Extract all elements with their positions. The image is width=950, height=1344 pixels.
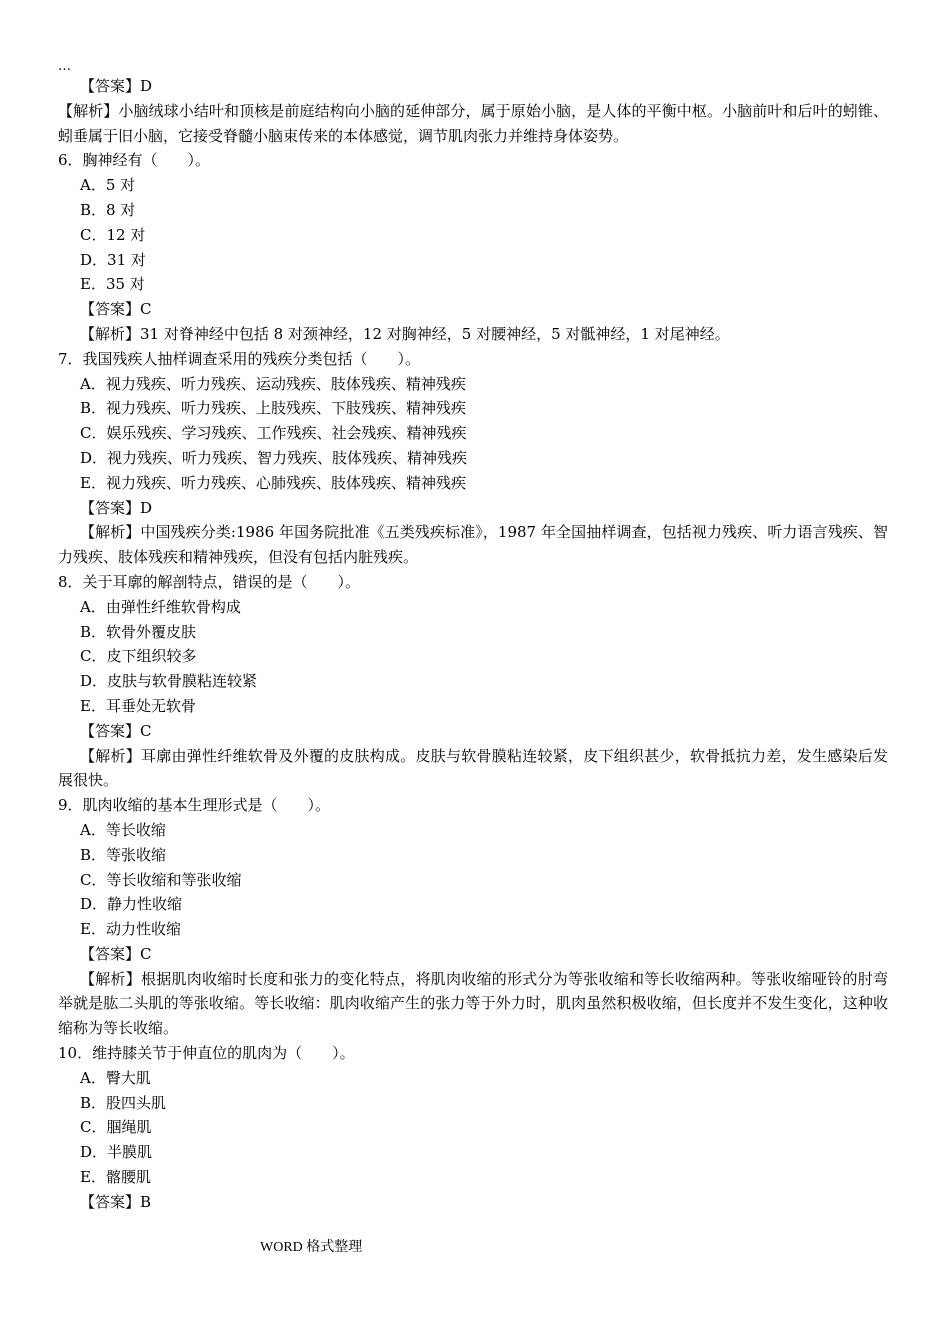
q10-option-b: B．股四头肌: [80, 1093, 167, 1112]
q9-explanation: 【解析】根据肌肉收缩时长度和张力的变化特点，将肌肉收缩的形式分为等张收缩和等长收缩两种。等张收缩哑铃的肘弯举就是肱二头肌的等张收缩。等长收缩：肌肉收缩产生的张力等于外力时，肌肉虽然积极收缩，但长度并不发生变化，这种收缩称为等长收缩。: [58, 969, 888, 1038]
q6-option-b: B．8 对: [80, 200, 136, 219]
q9-option-a: A．等长收缩: [80, 820, 166, 839]
q8-option-e: E．耳垂处无软骨: [80, 696, 196, 715]
q7-stem: 7．我国残疾人抽样调查采用的残疾分类包括（ ）。: [58, 349, 421, 368]
q8-explanation: 【解析】耳廓由弹性纤维软骨及外覆的皮肤构成。皮肤与软骨膜粘连较紧，皮下组织甚少，软骨抵抗力差，发生感染后发展很快。: [58, 746, 888, 790]
q8-option-d: D．皮肤与软骨膜粘连较紧: [80, 672, 258, 691]
q10-option-e: E．髂腰肌: [80, 1168, 151, 1187]
q7-answer: 【答案】D: [80, 498, 153, 517]
q7-option-c: C．娱乐残疾、学习残疾、工作残疾、社会残疾、精神残疾: [80, 424, 467, 443]
q8-option-a: A．由弹性纤维软骨构成: [80, 597, 241, 616]
q8-stem: 8．关于耳廓的解剖特点，错误的是（ ）。: [58, 572, 361, 591]
q9-answer: 【答案】C: [80, 944, 152, 963]
q8-option-c: C．皮下组织较多: [80, 647, 197, 666]
q10-stem: 10．维持膝关节于伸直位的肌肉为（ ）。: [58, 1044, 355, 1063]
continuation-ellipsis: …: [58, 59, 71, 74]
q5-answer: 【答案】D: [80, 77, 153, 95]
q6-option-a: A．5 对: [80, 176, 136, 195]
q10-option-c: C．腘绳肌: [80, 1118, 152, 1137]
q9-option-b: B．等张收缩: [80, 845, 167, 864]
q5-explanation: 【解析】小脑绒球小结叶和顶核是前庭结构向小脑的延伸部分，属于原始小脑，是人体的平衡中枢。小脑前叶和后叶的蚓锥、蚓垂属于旧小脑，它接受脊髓小脑束传来的本体感觉，调节肌肉张力并维持身体姿势。: [58, 101, 888, 145]
q7-option-a: A．视力残疾、听力残疾、运动残疾、肢体残疾、精神残疾: [80, 374, 466, 393]
q8-answer: 【答案】C: [80, 721, 152, 740]
q9-option-d: D．静力性收缩: [80, 895, 183, 914]
q8-option-b: B．软骨外覆皮肤: [80, 622, 197, 641]
q7-explanation: 【解析】中国残疾分类:1986 年国务院批准《五类残疾标准》，1987 年全国抽样调查，包括视力残疾、听力语言残疾、智力残疾、肢体残疾和精神残疾，但没有包括内脏残疾。: [58, 523, 888, 567]
page-footer: WORD 格式整理: [260, 1240, 363, 1255]
q6-option-c: C．12 对: [80, 225, 146, 244]
q7-option-b: B．视力残疾、听力残疾、上肢残疾、下肢残疾、精神残疾: [80, 399, 467, 418]
q7-option-d: D．视力残疾、听力残疾、智力残疾、肢体残疾、精神残疾: [80, 448, 468, 467]
q6-answer: 【答案】C: [80, 300, 152, 319]
q9-option-e: E．动力性收缩: [80, 920, 181, 939]
q6-stem: 6．胸神经有（ ）。: [58, 151, 211, 170]
q9-option-c: C．等长收缩和等张收缩: [80, 870, 242, 889]
document-page: [58, 60, 888, 1215]
q10-option-d: D．半膜肌: [80, 1143, 153, 1162]
q9-stem: 9．肌肉收缩的基本生理形式是（ ）。: [58, 796, 331, 815]
q10-answer: 【答案】B: [80, 1192, 152, 1211]
q6-option-d: D．31 对: [80, 250, 146, 269]
q6-option-e: E．35 对: [80, 275, 145, 294]
q10-option-a: A．臀大肌: [80, 1068, 151, 1087]
q7-option-e: E．视力残疾、听力残疾、心肺残疾、肢体残疾、精神残疾: [80, 473, 466, 492]
q6-explanation: 【解析】31 对脊神经中包括 8 对颈神经，12 对胸神经，5 对腰神经，5 对骶神经，1 对尾神经。: [80, 324, 730, 343]
